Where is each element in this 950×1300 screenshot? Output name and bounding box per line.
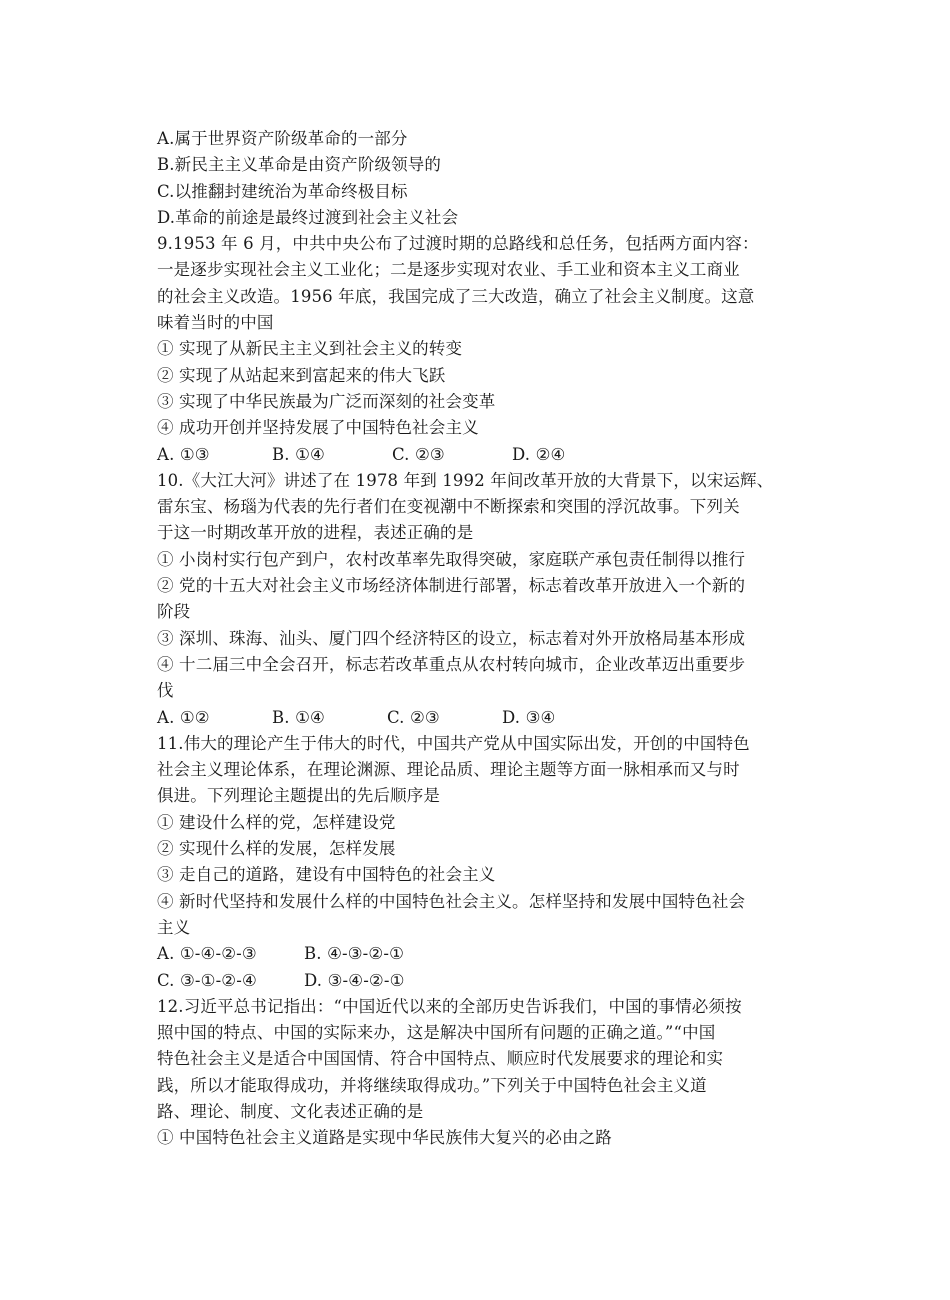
q9-item-4: ④ 成功开创并坚持发展了中国特色社会主义 (157, 418, 479, 438)
q10-stem-line: 雷东宝、杨瑙为代表的先行者们在变视潮中不断探索和突围的浮沉故事。下列关 (157, 497, 740, 517)
q12-stem-line: 路、理论、制度、文化表述正确的是 (157, 1101, 424, 1121)
q10-item-2: ② 党的十五大对社会主义市场经济体制进行部署，标志着改革开放进入一个新的 (157, 576, 746, 596)
q12-stem-line: 践，所以才能取得成功，并将继续取得成功。”下列关于中国特色社会主义道 (157, 1075, 707, 1095)
q10-choices (157, 705, 797, 731)
q10-stem-line: 于这一时期改革开放的进程，表述正确的是 (157, 523, 474, 543)
q9-item-2: ② 实现了从站起来到富起来的伟大飞跃 (157, 365, 446, 385)
q11-choice-d: D. ③-④-②-① (304, 970, 405, 990)
q12-stem-line: 照中国的特点、中国的实际来办，这是解决中国所有问题的正确之道。”“中国 (157, 1023, 716, 1043)
q9-stem-line: 一是逐步实现社会主义工业化；二是逐步实现对农业、手工业和资本主义工商业 (157, 260, 740, 280)
q12-stem-line: 12.习近平总书记指出：“中国近代以来的全部历史告诉我们，中国的事情必须按 (157, 996, 742, 1016)
question-12 (157, 994, 797, 1152)
q11-choices-row-1 (157, 941, 797, 967)
q10-item-3: ③ 深圳、珠海、汕头、厦门四个经济特区的设立，标志着对外开放格局基本形成 (157, 628, 746, 648)
q9-stem-line: 味着当时的中国 (157, 313, 274, 333)
q12-stem-line: 特色社会主义是适合中国国情、符合中国特点、顺应时代发展要求的理论和实 (157, 1049, 724, 1069)
q8-option-b: B.新民主主义革命是由资产阶级领导的 (157, 155, 442, 175)
q12-item-1: ① 中国特色社会主义道路是实现中华民族伟大复兴的必由之路 (157, 1128, 612, 1148)
q9-choice-d: D. ②④ (512, 444, 566, 464)
q10-item-1: ① 小岗村实行包产到户，农村改革率先取得突破，家庭联产承包责任制得以推行 (157, 549, 746, 569)
q10-stem-line: 10.《大江大河》讲述了在 1978 年到 1992 年间改革开放的大背景下，以宋运辉、 (157, 470, 774, 490)
q9-choice-a: A. ①③ (157, 444, 210, 464)
q9-choice-c: C. ②③ (392, 444, 445, 464)
question-9 (157, 231, 797, 468)
q9-choices (157, 442, 797, 468)
q9-item-1: ① 实现了从新民主主义到社会主义的转变 (157, 339, 463, 359)
q11-item-2: ② 实现什么样的发展，怎样发展 (157, 839, 396, 859)
q11-choices-row-2 (157, 968, 797, 994)
question-10 (157, 468, 797, 731)
q11-choice-b: B. ④-③-②-① (304, 944, 405, 964)
q10-choice-a: A. ①② (157, 707, 210, 727)
question-11 (157, 731, 797, 994)
q8-option-a: A.属于世界资产阶级革命的一部分 (157, 129, 408, 148)
q9-item-3: ③ 实现了中华民族最为广泛而深刻的社会变革 (157, 391, 496, 411)
q10-item-2-cont: 阶段 (157, 602, 191, 622)
q10-item-4-cont: 伐 (157, 681, 174, 701)
q8-options (157, 126, 797, 231)
q10-choice-b: B. ①④ (272, 707, 325, 727)
q11-item-4: ④ 新时代坚持和发展什么样的中国特色社会主义。怎样坚持和发展中国特色社会 (157, 891, 746, 911)
q11-item-3: ③ 走自己的道路，建设有中国特色的社会主义 (157, 865, 496, 885)
q11-item-4-cont: 主义 (157, 917, 191, 937)
q9-stem-line: 9.1953 年 6 月，中共中央公布了过渡时期的总路线和总任务，包括两方面内容： (157, 234, 759, 254)
q11-stem-line: 俱进。下列理论主题提出的先后顺序是 (157, 786, 441, 806)
q11-item-1: ① 建设什么样的党，怎样建设党 (157, 812, 396, 832)
exam-page (157, 126, 797, 1152)
q10-item-4: ④ 十二届三中全会召开，标志若改革重点从农村转向城市，企业改革迈出重要步 (157, 654, 746, 674)
q9-stem-line: 的社会主义改造。1956 年底，我国完成了三大改造，确立了社会主义制度。这意 (157, 286, 755, 306)
q8-option-d: D.革命的前途是最终过渡到社会主义社会 (157, 207, 459, 227)
q8-option-c: C.以推翻封建统治为革命终极目标 (157, 181, 408, 201)
q10-choice-c: C. ②③ (387, 707, 440, 727)
q9-choice-b: B. ①④ (272, 444, 325, 464)
q10-choice-d: D. ③④ (502, 707, 556, 727)
q11-stem-line: 社会主义理论体系，在理论渊源、理论品质、理论主题等方面一脉相承而又与时 (157, 760, 740, 780)
q11-choice-c: C. ③-①-②-④ (157, 970, 257, 990)
q11-choice-a: A. ①-④-②-③ (157, 944, 257, 964)
q11-stem-line: 11.伟大的理论产生于伟大的时代，中国共产党从中国实际出发，开创的中国特色 (157, 733, 750, 753)
